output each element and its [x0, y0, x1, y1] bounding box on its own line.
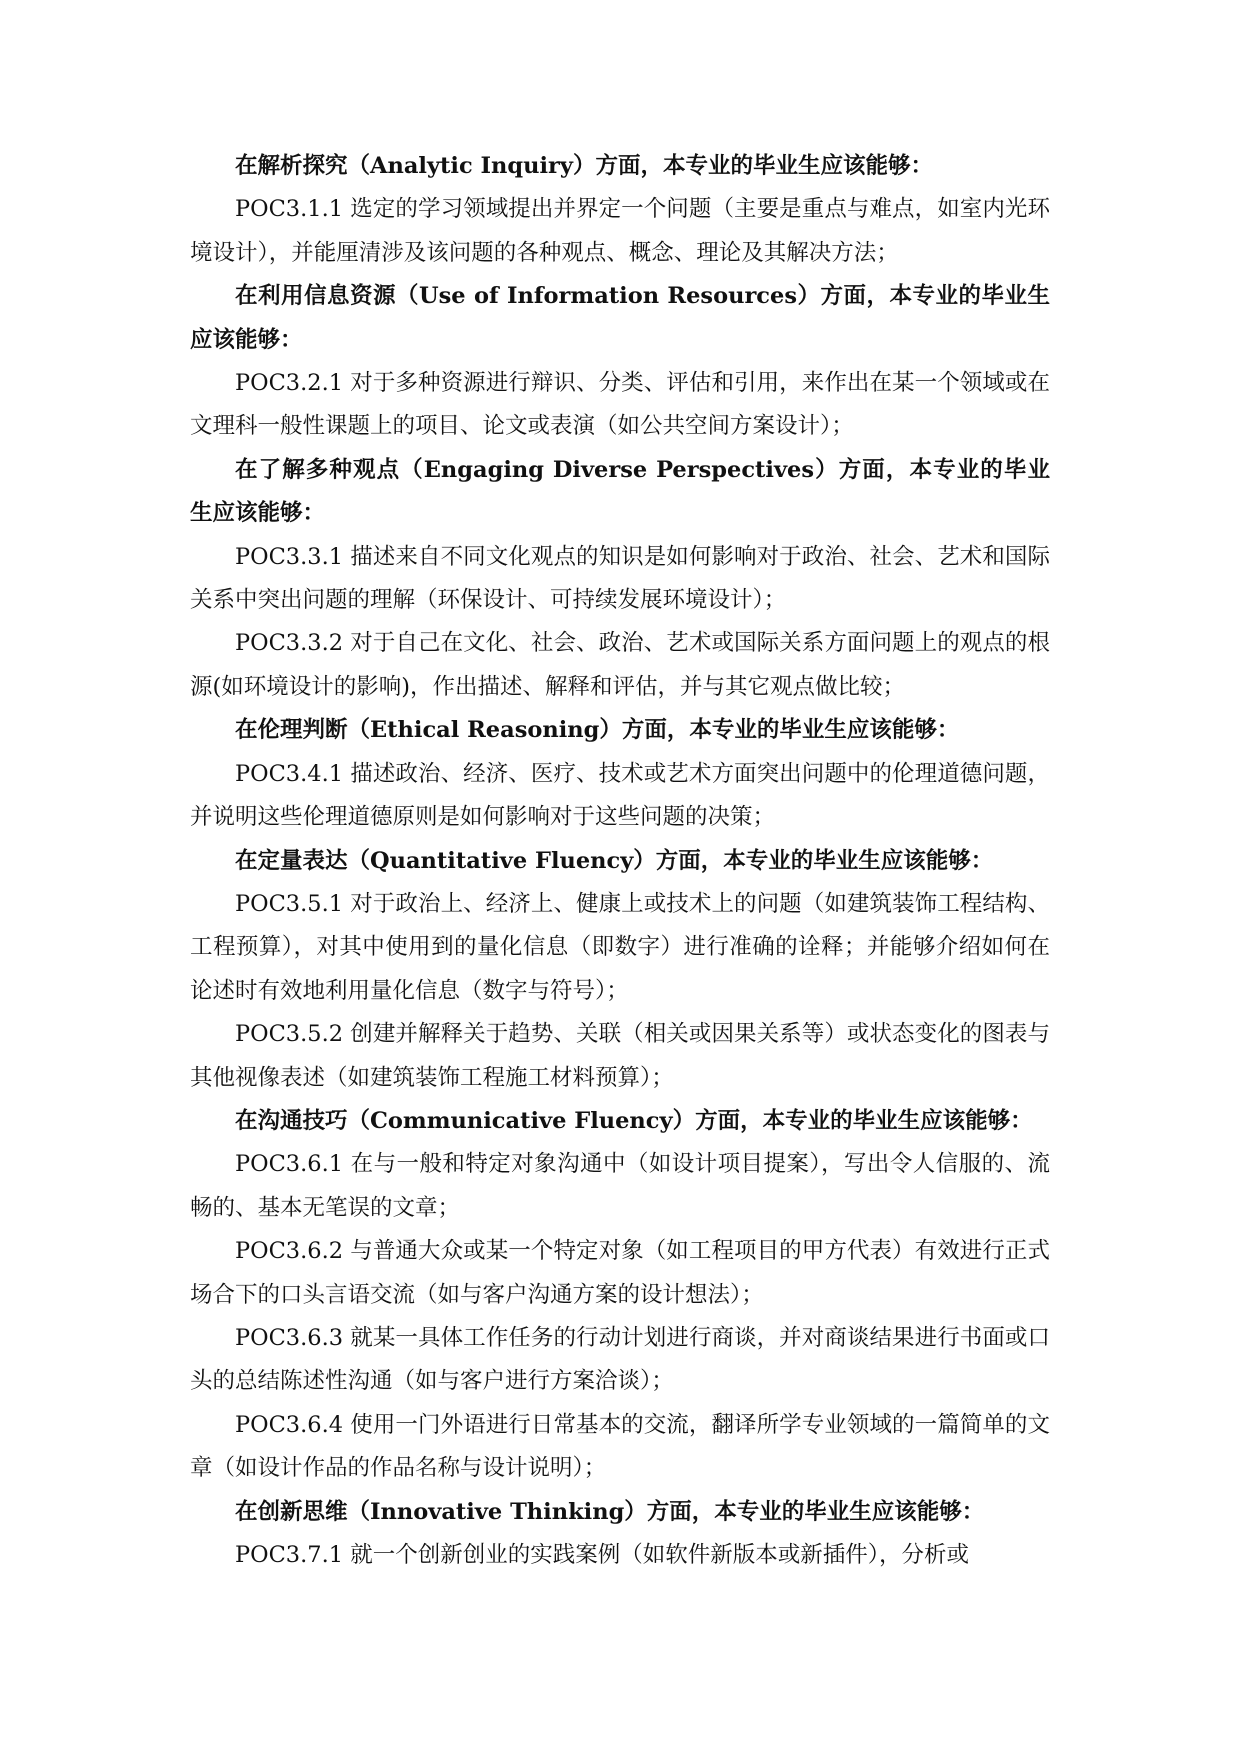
outcome-item: POC3.6.3 就某一具体工作任务的行动计划进行商谈，并对商谈结果进行书面或口头的总结陈述性沟通（如与客户进行方案洽谈）；: [190, 1324, 1050, 1395]
outcome-item: POC3.5.1 对于政治上、经济上、健康上或技术上的问题（如建筑装饰工程结构、工程预算），对其中使用到的量化信息（即数字）进行准确的诠释；并能够介绍如何在论述时有效地利用量化信息（数字与符号）；: [190, 890, 1050, 1004]
section-heading: 在沟通技巧（Communicative Fluency）方面，本专业的毕业生应该能够：: [235, 1107, 1033, 1134]
section-heading: 在了解多种观点（Engaging Diverse Perspectives）方面，本专业的毕业生应该能够：: [190, 456, 1050, 527]
section-heading: 在伦理判断（Ethical Reasoning）方面，本专业的毕业生应该能够：: [235, 717, 960, 744]
outcome-item: POC3.3.1 描述来自不同文化观点的知识是如何影响对于政治、社会、艺术和国际关系中突出问题的理解（环保设计、可持续发展环境设计）；: [190, 543, 1050, 614]
outcome-item: POC3.1.1 选定的学习领域提出并界定一个问题（主要是重点与难点，如室内光环境设计），并能厘清涉及该问题的各种观点、概念、理论及其解决方法；: [190, 196, 1050, 266]
outcome-item: POC3.6.1 在与一般和特定对象沟通中（如设计项目提案），写出令人信服的、流畅的、基本无笔误的文章；: [190, 1151, 1050, 1221]
outcome-item: POC3.4.1 描述政治、经济、医疗、技术或艺术方面突出问题中的伦理道德问题，并说明这些伦理道德原则是如何影响对于这些问题的决策；: [190, 760, 1050, 831]
outcome-item: POC3.6.4 使用一门外语进行日常基本的交流，翻译所学专业领域的一篇简单的文章（如设计作品的作品名称与设计说明）；: [190, 1411, 1050, 1482]
outcome-item: POC3.5.2 创建并解释关于趋势、关联（相关或因果关系等）或状态变化的图表与其他视像表述（如建筑装饰工程施工材料预算）；: [190, 1021, 1050, 1091]
section-heading: 在定量表达（Quantitative Fluency）方面，本专业的毕业生应该能够：: [235, 847, 994, 874]
outcome-item: POC3.2.1 对于多种资源进行辩识、分类、评估和引用，来作出在某一个领域或在文理科一般性课题上的项目、论文或表演（如公共空间方案设计）；: [190, 370, 1050, 440]
section-heading: 在解析探究（Analytic Inquiry）方面，本专业的毕业生应该能够：: [235, 153, 933, 179]
outcome-item: POC3.3.2 对于自己在文化、社会、政治、艺术或国际关系方面问题上的观点的根源(如环境设计的影响)，作出描述、解释和评估，并与其它观点做比较；: [190, 630, 1050, 700]
outcome-item: POC3.7.1 就一个创新创业的实践案例（如软件新版本或新插件），分析或: [235, 1542, 969, 1568]
outcome-item: POC3.6.2 与普通大众或某一个特定对象（如工程项目的甲方代表）有效进行正式场合下的口头言语交流（如与客户沟通方案的设计想法）；: [190, 1238, 1050, 1308]
section-heading: 在利用信息资源（Use of Information Resources）方面，本专业的毕业生应该能够：: [190, 283, 1050, 353]
document-body: [190, 145, 1050, 1577]
section-heading: 在创新思维（Innovative Thinking）方面，本专业的毕业生应该能够：: [235, 1498, 985, 1525]
